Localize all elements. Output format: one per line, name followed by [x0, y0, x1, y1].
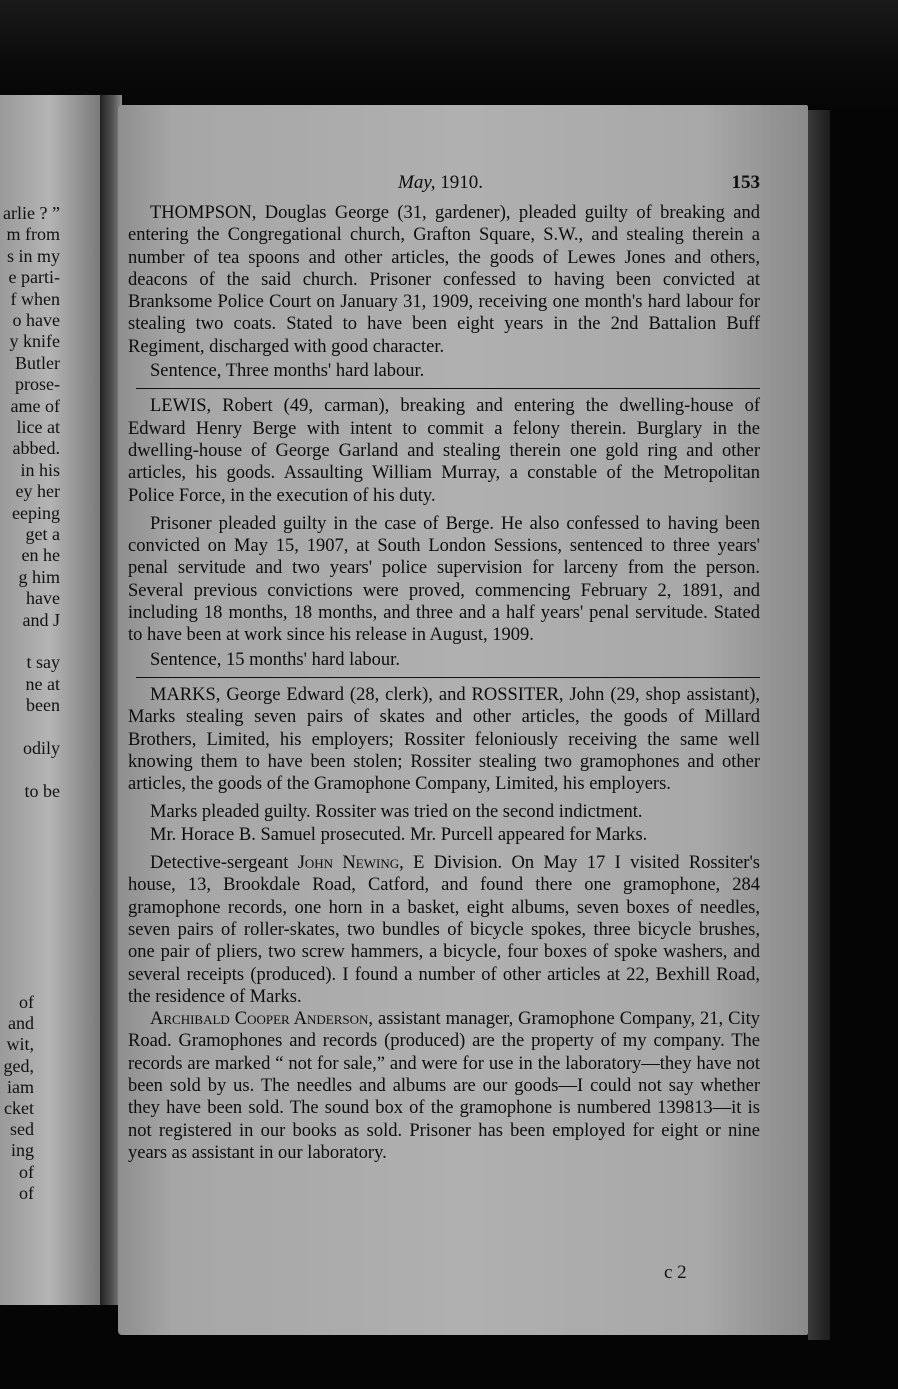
left-page-fragment: eeping	[12, 502, 60, 523]
case-paragraph: THOMPSON, Douglas George (31, gardener), pleaded guilty of breaking and entering the Congregational church, Grafton Square, S.W., and stealing therein a number of tea spoons and other articles, the goods of Lewes Jones and others, deacons of the said church. Prisoner confessed to having been convicted at Branksome Police Court on January 31, 1909, receiving one month's hard labour for stealing two coats. Stated to have been eight years in the 2nd Battalion Buff Regiment, discharged with good character.	[128, 203, 760, 357]
page-text-block	[128, 168, 760, 1164]
left-page-fragment: cket	[4, 1098, 34, 1118]
left-page-fragment: t say	[26, 652, 60, 673]
left-page-fragment: ey her	[15, 481, 60, 502]
case-lewis	[128, 395, 760, 671]
witness-testimony	[128, 1008, 760, 1164]
case-paragraph: Marks pleaded guilty. Rossiter was tried on the second indictment.	[150, 802, 643, 823]
signature-mark: c 2	[664, 1262, 687, 1283]
left-page-fragment: wit,	[6, 1034, 34, 1055]
left-page-fragment: en he	[21, 545, 60, 566]
page-edge-shadow	[808, 110, 830, 1340]
left-page-fragment: ame of	[10, 395, 60, 416]
case-marks-rossiter	[128, 684, 760, 1164]
left-page-fragment: of	[19, 1161, 34, 1182]
left-page-fragment: ged,	[3, 1055, 34, 1076]
case-sentence: Sentence, Three months' hard labour.	[150, 361, 425, 382]
witness-role: Detective-sergeant	[150, 853, 298, 874]
left-page-fragment: g him	[18, 566, 60, 587]
photo-background-top	[0, 0, 898, 110]
witness-testimony	[128, 852, 760, 1008]
case-paragraph: MARKS, George Edward (28, clerk), and ROSSITER, John (29, shop assistant), Marks stealing seven pairs of skates and other articles, the goods of Millard Brothers, Limited, his employers; Rossiter feloniously receiving the same well knowing them to have been stolen; Rossiter stealing two gramophones and other articles, the goods of the Gramophone Company, Limited, his employers.	[128, 684, 760, 795]
page-number: 153	[731, 172, 760, 193]
left-page-fragment: have	[26, 588, 60, 609]
left-facing-page	[0, 95, 100, 1305]
left-page-fragment: o have	[12, 310, 60, 330]
left-page-fragment: of	[19, 992, 34, 1012]
left-page-fragment: been	[26, 695, 60, 716]
left-page-fragment: arlie ? ”	[3, 203, 60, 223]
running-head	[128, 168, 760, 198]
left-page-fragment: m from	[6, 224, 60, 245]
witness-text: , E Division. On May 17 I visited Rossiter's house, 13, Brookdale Road, Catford, and found there one gramophone, 284 gramophone records, one horn in a basket, eight albums, seven boxes of needles, seven pairs of roller-skates, two bundles of bicycle spokes, three bicycle brushes, one pair of pliers, two screw hammers, a bicycle, four boxes of spoke washers, and several receipts (produced). I found a number of other articles at 22, Bexhill Road, the residence of Marks.	[128, 853, 760, 1007]
left-page-fragment: odily	[22, 738, 60, 758]
left-page-fragment: to be	[24, 780, 60, 801]
case-thompson	[128, 202, 760, 382]
case-sentence: Sentence, 15 months' hard labour.	[150, 649, 400, 670]
left-page-fragment: e parti-	[8, 267, 60, 288]
witness-name: Archibald Cooper Anderson	[150, 1009, 369, 1030]
case-paragraph: LEWIS, Robert (49, carman), breaking and entering the dwelling-house of Edward Henry Berge with intent to commit a felony therein. Burglary in the dwelling-house of George Garland and stealing therein one gold ring and other articles, his goods. Assaulting William Murray, a constable of the Metropolitan Police Force, in the execution of his duty.	[128, 396, 760, 506]
left-page-fragment: in his	[20, 459, 60, 480]
case-divider	[136, 388, 760, 389]
left-page-fragment: Butler	[15, 352, 60, 373]
running-head-date	[398, 172, 483, 194]
running-head-year: 1910.	[440, 172, 483, 193]
left-page-fragment: y knife	[9, 331, 60, 352]
left-page-fragment: and	[8, 1013, 34, 1034]
left-page-fragment: lice at	[16, 417, 60, 437]
running-head-month: May,	[398, 172, 436, 193]
witness-name: John Newing	[297, 853, 400, 874]
case-paragraph: Mr. Horace B. Samuel prosecuted. Mr. Purcell appeared for Marks.	[150, 824, 648, 845]
case-paragraph: Prisoner pleaded guilty in the case of Berge. He also confessed to having been convicted on May 15, 1907, at South London Sessions, sentenced to three years' penal servitude and two years' police supervision for larceny from the person. Several previous convictions were proved, commencing February 2, 1891, and including 18 months, 18 months, and three and a half years' penal servitude. Stated to have been at work since his release in August, 1909.	[128, 513, 760, 646]
left-page-fragment: abbed.	[12, 438, 60, 459]
left-page-fragment: prose-	[15, 374, 60, 395]
left-page-fragment: and J	[22, 609, 60, 630]
witness-text: , assistant manager, Gramophone Company, 21, City Road. Gramophones and records (produced) are the property of my company. The records are marked “ not for sale,” and were for use in the laboratory—they have not been sold by us. The needles and albums are our goods—I could not say whether they have been sold. The sound box of the gramophone is numbered 139813—it is not registered in our books as sold. Prisoner has been employed for eight or nine years as assistant in our laboratory.	[128, 1009, 761, 1163]
left-page-fragment: iam	[7, 1076, 34, 1097]
left-page-fragment: of	[19, 1182, 34, 1203]
left-page-fragment: ne at	[25, 673, 60, 694]
left-page-fragment: ing	[10, 1140, 34, 1161]
left-page-fragment: get a	[25, 524, 60, 544]
left-page-fragment: s in my	[6, 245, 60, 266]
left-page-fragment: f when	[10, 288, 60, 309]
left-page-fragment: sed	[10, 1119, 34, 1140]
case-divider	[136, 677, 760, 678]
